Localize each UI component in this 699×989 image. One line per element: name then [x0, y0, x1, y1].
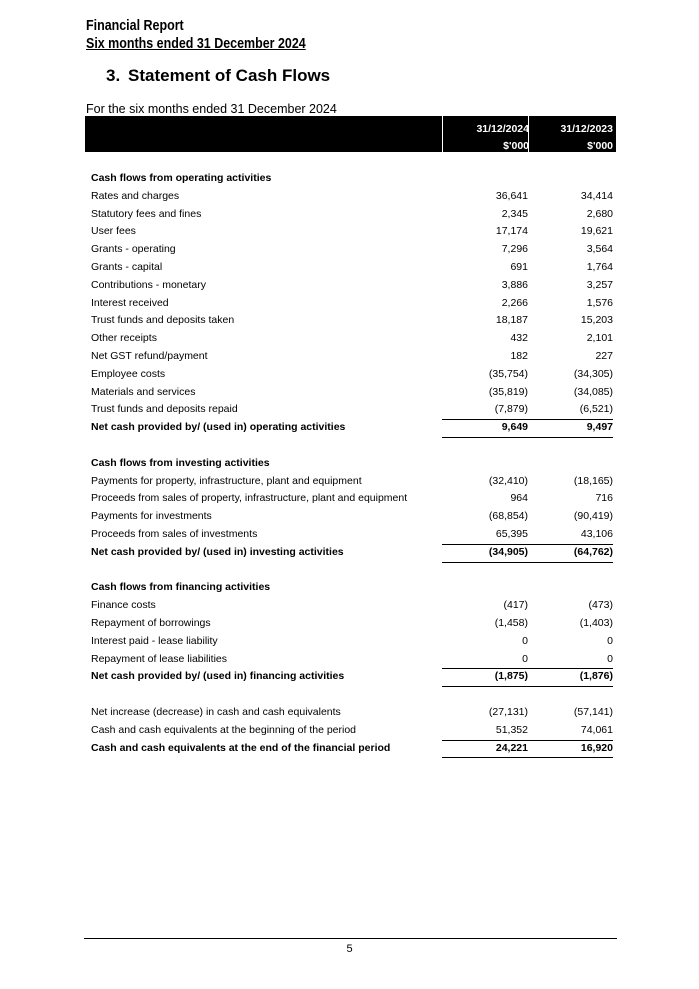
value-2023: 0 [527, 651, 613, 670]
row-label: Payments for investments [91, 510, 212, 523]
spacer-row [85, 437, 616, 455]
value-2024: 2,266 [501, 296, 528, 309]
value-2024: 182 [510, 349, 528, 362]
table-row [85, 597, 616, 615]
row-label: Cash flows from investing activities [91, 456, 270, 469]
row-label: Repayment of borrowings [91, 616, 211, 629]
value-2024: 964 [510, 492, 528, 505]
value-2023: (18,165) [573, 474, 613, 487]
table-row [85, 295, 616, 313]
report-title: Financial Report [86, 18, 184, 34]
section-number: 3. [106, 66, 121, 85]
row-label: Grants - capital [91, 260, 163, 273]
col2-unit: $'000 [587, 140, 613, 152]
value-2023: 227 [595, 349, 613, 362]
closing-balance-row [85, 740, 616, 758]
value-2024: 51,352 [442, 722, 528, 741]
value-2024: 36,641 [495, 189, 528, 202]
value-2023: 3,257 [586, 278, 613, 291]
value-2023: 19,621 [580, 225, 613, 238]
table-row [85, 277, 616, 295]
value-2023: 74,061 [527, 722, 613, 741]
table-row [85, 241, 616, 259]
value-2023: 3,564 [586, 243, 613, 256]
row-label: Statutory fees and fines [91, 207, 202, 220]
value-2024: 9,649 [442, 419, 528, 438]
value-2024: 18,187 [495, 314, 528, 327]
value-2024: (68,854) [488, 510, 528, 523]
total-row-financing [85, 668, 616, 686]
row-label: Proceeds from sales of property, infrastructure, plant and equipment [91, 492, 408, 505]
value-2024: 65,395 [442, 526, 528, 545]
section-title-text: Statement of Cash Flows [128, 66, 331, 85]
value-2023: 1,764 [586, 260, 613, 273]
table-row [85, 366, 616, 384]
row-label: Cash flows from financing activities [91, 581, 271, 594]
value-2023: 2,680 [586, 207, 613, 220]
table-row [85, 223, 616, 241]
section-title [106, 66, 330, 86]
opening-balance-row [85, 722, 616, 740]
row-label: Net increase (decrease) in cash and cash equivalents [91, 705, 341, 718]
row-label: Repayment of lease liabilities [91, 652, 227, 665]
table-row [85, 330, 616, 348]
value-2023: 716 [595, 492, 613, 505]
table-row [85, 188, 616, 206]
row-label: Interest paid - lease liability [91, 634, 218, 647]
table-row [85, 312, 616, 330]
value-2024: (1,875) [442, 668, 528, 687]
row-label: Materials and services [91, 385, 196, 398]
col1-unit: $'000 [503, 140, 529, 152]
row-label: Trust funds and deposits taken [91, 314, 235, 327]
section-heading-financing [85, 579, 616, 597]
value-2024: 0 [442, 651, 528, 670]
report-period: Six months ended 31 December 2024 [86, 36, 306, 52]
table-row [85, 473, 616, 491]
value-2024: (35,819) [488, 385, 528, 398]
value-2023: (64,762) [527, 544, 613, 563]
table-row [85, 508, 616, 526]
value-2024: (27,131) [488, 705, 528, 718]
row-label: User fees [91, 225, 136, 238]
row-label: Other receipts [91, 332, 157, 345]
header-separator [442, 116, 443, 152]
row-label: Cash flows from operating activities [91, 172, 272, 184]
value-2024: (7,879) [442, 401, 528, 420]
row-label: Rates and charges [91, 189, 180, 202]
value-2024: (35,754) [488, 367, 528, 380]
row-label: Cash and cash equivalents at the end of the financial period [91, 741, 391, 754]
row-label: Employee costs [91, 367, 166, 380]
value-2023: (6,521) [527, 401, 613, 420]
col1-date: 31/12/2024 [476, 123, 529, 135]
statement-subtitle: For the six months ended 31 December 2024 [86, 102, 337, 116]
value-2024: (417) [503, 599, 528, 612]
page-number: 5 [346, 943, 353, 955]
spacer-row [85, 562, 616, 580]
cash-flow-table [85, 170, 616, 757]
row-label: Net cash provided by/ (used in) operating activities [91, 421, 346, 434]
table-row [85, 490, 616, 508]
row-label: Contributions - monetary [91, 278, 206, 291]
table-row [85, 651, 616, 669]
value-2023: 0 [607, 634, 613, 647]
col2-date: 31/12/2023 [560, 123, 613, 135]
table-row [85, 348, 616, 366]
value-2023: (34,305) [573, 367, 613, 380]
table-row [85, 259, 616, 277]
row-label: Net GST refund/payment [91, 349, 208, 362]
value-2024: (1,458) [494, 616, 528, 629]
value-2024: 7,296 [501, 243, 528, 256]
table-row [85, 401, 616, 419]
value-2024: 3,886 [501, 278, 528, 291]
value-2023: 15,203 [580, 314, 613, 327]
row-label: Proceeds from sales of investments [91, 527, 258, 540]
table-row [85, 206, 616, 224]
row-label: Cash and cash equivalents at the beginning of the period [91, 723, 357, 736]
section-heading-investing [85, 455, 616, 473]
row-label: Net cash provided by/ (used in) investing activities [91, 545, 344, 558]
value-2024: 24,221 [442, 740, 528, 759]
value-2023: 16,920 [527, 740, 613, 759]
table-row [85, 384, 616, 402]
value-2024: 432 [510, 332, 528, 345]
table-header [85, 116, 616, 152]
value-2023: (90,419) [573, 510, 613, 523]
value-2023: 9,497 [527, 419, 613, 438]
row-label: Finance costs [91, 599, 156, 612]
section-heading-operating [85, 170, 616, 188]
row-label: Grants - operating [91, 243, 176, 256]
row-label: Net cash provided by/ (used in) financing activities [91, 670, 345, 683]
value-2023: (34,085) [573, 385, 613, 398]
value-2023: 34,414 [580, 189, 613, 202]
footer-rule [84, 938, 617, 939]
value-2024: (32,410) [488, 474, 528, 487]
total-row-operating [85, 419, 616, 437]
value-2024: 0 [522, 634, 528, 647]
value-2024: 2,345 [501, 207, 528, 220]
net-change-row [85, 704, 616, 722]
value-2024: (34,905) [442, 544, 528, 563]
value-2023: (1,403) [579, 616, 613, 629]
value-2023: 2,101 [586, 332, 613, 345]
row-label: Payments for property, infrastructure, plant and equipment [91, 474, 362, 487]
table-row [85, 633, 616, 651]
spacer-row [85, 686, 616, 704]
value-2024: 17,174 [495, 225, 528, 238]
value-2023: (473) [588, 599, 613, 612]
total-row-investing [85, 544, 616, 562]
value-2023: 1,576 [586, 296, 613, 309]
row-label: Interest received [91, 296, 169, 309]
value-2024: 691 [510, 260, 528, 273]
value-2023: 43,106 [527, 526, 613, 545]
value-2023: (57,141) [573, 705, 613, 718]
row-label: Trust funds and deposits repaid [91, 403, 238, 416]
value-2023: (1,876) [527, 668, 613, 687]
table-row [85, 615, 616, 633]
table-row [85, 526, 616, 544]
